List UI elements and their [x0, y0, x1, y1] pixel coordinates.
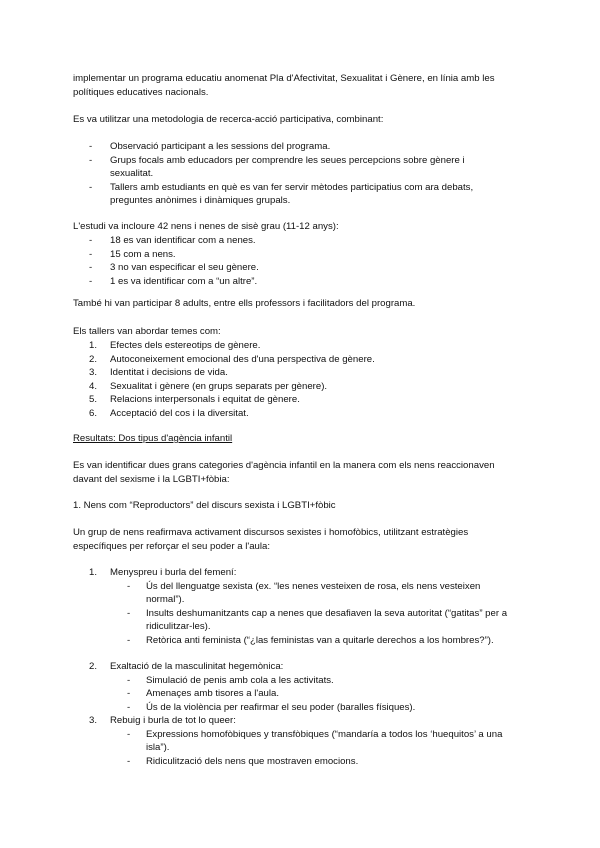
section1-item	[73, 660, 533, 714]
item-label: Exaltació de la masculinitat hegemònica:	[110, 661, 284, 672]
results-intro	[73, 459, 533, 486]
text-line: preguntes anònimes i dinàmiques grupals.	[110, 195, 291, 206]
sub-item	[73, 701, 533, 715]
numbered-item	[73, 660, 533, 674]
list-number: 4.	[89, 380, 98, 392]
text-line: 1 es va identificar com a “un altre”.	[110, 275, 258, 287]
text-line: Ridiculització dels nens que mostraven emocions.	[146, 755, 359, 767]
dash-marker: -	[127, 634, 131, 646]
text-line: Es van identificar dues grans categories d'agència infantil en la manera com els nens reaccionaven	[73, 460, 495, 471]
text-line: Ús del llenguatge sexista (ex. “les nenes vesteixen de rosa, els nens vesteixen	[146, 580, 481, 592]
text-line: normal”).	[146, 594, 185, 605]
list-item	[73, 275, 533, 289]
dash-marker: -	[89, 248, 93, 260]
list-item	[73, 261, 533, 275]
list-number: 1.	[89, 340, 98, 351]
dash-marker: -	[127, 755, 131, 767]
text-line: Tallers amb estudiants en què es van fer servir mètodes participatius com ara debats,	[110, 181, 474, 193]
sub-item	[73, 634, 533, 648]
list-item	[73, 234, 533, 248]
list-item	[73, 140, 533, 154]
sub-item	[73, 755, 533, 769]
study-intro: L'estudi va incloure 42 nens i nenes de sisè grau (11-12 anys):	[73, 221, 339, 232]
text-line: ridiculitzar-les).	[146, 621, 211, 632]
section1-title: 1. Nens com “Reproductors” del discurs sexista i LGBTI+fòbic	[73, 500, 336, 511]
numbered-item	[73, 566, 533, 580]
sub-list	[73, 728, 533, 769]
workshops-intro: Els tallers van abordar temes com:	[73, 326, 221, 337]
list-item	[73, 339, 533, 353]
sub-item	[73, 580, 533, 607]
list-item	[73, 366, 533, 380]
text-line: Retòrica anti feminista (“¿las feministas van a quitarle derechos a los hombres?”).	[146, 634, 494, 646]
list-item	[73, 248, 533, 262]
workshops-list	[73, 339, 533, 420]
dash-marker: -	[127, 728, 131, 740]
text-line: davant del sexisme i la LGBTI+fòbia:	[73, 473, 230, 485]
text-line: Expressions homofòbiques y transfòbiques (“mandaría a todos los ‘huequitos’ a una	[146, 728, 503, 740]
section1-intro	[73, 526, 533, 553]
sub-item	[73, 607, 533, 634]
sub-item	[73, 674, 533, 688]
sub-list	[73, 580, 533, 648]
text-line: 3 no van especificar el seu gènere.	[110, 262, 259, 273]
list-item	[73, 407, 533, 421]
item-label: Menyspreu i burla del femení:	[110, 567, 237, 578]
list-item	[73, 353, 533, 367]
text-line: Acceptació del cos i la diversitat.	[110, 407, 249, 419]
results-heading: Resultats: Dos tipus d'agència infantil	[73, 433, 233, 444]
dash-marker: -	[89, 235, 93, 246]
list-number: 2.	[89, 353, 98, 365]
list-number: 3.	[89, 715, 98, 726]
list-item	[73, 393, 533, 407]
text-line: sexualitat.	[110, 168, 154, 179]
list-item	[73, 181, 533, 208]
list-number: 5.	[89, 394, 98, 405]
text-line: Ús de la violència per reafirmar el seu poder (baralles físiques).	[146, 701, 416, 713]
text-line: Efectes dels estereotips de gènere.	[110, 340, 261, 351]
list-item	[73, 154, 533, 181]
dash-marker: -	[127, 701, 131, 713]
text-line: Autoconeixement emocional des d'una perspectiva de gènere.	[110, 353, 375, 365]
text-line: Relacions interpersonals i equitat de gènere.	[110, 394, 300, 405]
study-list	[73, 234, 533, 288]
text-line: implementar un programa educatiu anomenat Pla d'Afectivitat, Sexualitat i Gènere, en línia amb les	[73, 73, 495, 84]
list-number: 6.	[89, 407, 98, 419]
dash-marker: -	[89, 141, 93, 152]
list-number: 1.	[89, 567, 98, 578]
sub-item	[73, 728, 533, 755]
dash-marker: -	[127, 688, 131, 699]
method-intro: Es va utilitzar una metodologia de recerca-acció participativa, combinant:	[73, 114, 384, 125]
method-list	[73, 140, 533, 208]
sub-item	[73, 687, 533, 701]
section1-item	[73, 566, 533, 647]
text-line: 15 com a nens.	[110, 248, 176, 260]
dash-marker: -	[89, 181, 93, 193]
numbered-item	[73, 714, 533, 728]
list-number: 2.	[89, 661, 98, 672]
item-label: Rebuig i burla de tot lo queer:	[110, 715, 236, 726]
text-line: Identitat i decisions de vida.	[110, 367, 228, 378]
text-line: 18 es van identificar com a nenes.	[110, 235, 256, 246]
text-line: específiques per reforçar el seu poder a l'aula:	[73, 540, 271, 552]
text-line: Simulació de penis amb cola a les activitats.	[146, 674, 334, 686]
text-line: polítiques educatives nacionals.	[73, 86, 209, 98]
list-number: 3.	[89, 367, 98, 378]
dash-marker: -	[89, 154, 93, 166]
text-line: Un grup de nens reafirmava activament discursos sexistes i homofòbics, utilitzant estratègies	[73, 527, 469, 538]
dash-marker: -	[89, 262, 93, 273]
dash-marker: -	[89, 275, 93, 287]
dash-marker: -	[127, 607, 131, 619]
text-line: Insults deshumanitzants cap a nenes que desafiaven la seva autoritat (“gatitas” per a	[146, 607, 508, 619]
adults-paragraph: També hi van participar 8 adults, entre ells professors i facilitadors del programa.	[73, 298, 416, 309]
intro-paragraph	[73, 72, 533, 99]
list-item	[73, 380, 533, 394]
text-line: Observació participant a les sessions del programa.	[110, 141, 331, 152]
text-line: Sexualitat i gènere (en grups separats per gènere).	[110, 380, 328, 392]
text-line: Grups focals amb educadors per comprendre les seues percepcions sobre gènere i	[110, 154, 465, 166]
dash-marker: -	[127, 674, 131, 686]
text-line: isla”).	[146, 742, 170, 753]
dash-marker: -	[127, 580, 131, 592]
section1-item	[73, 714, 533, 768]
text-line: Amenaçes amb tisores a l'aula.	[146, 688, 280, 699]
sub-list	[73, 674, 533, 715]
